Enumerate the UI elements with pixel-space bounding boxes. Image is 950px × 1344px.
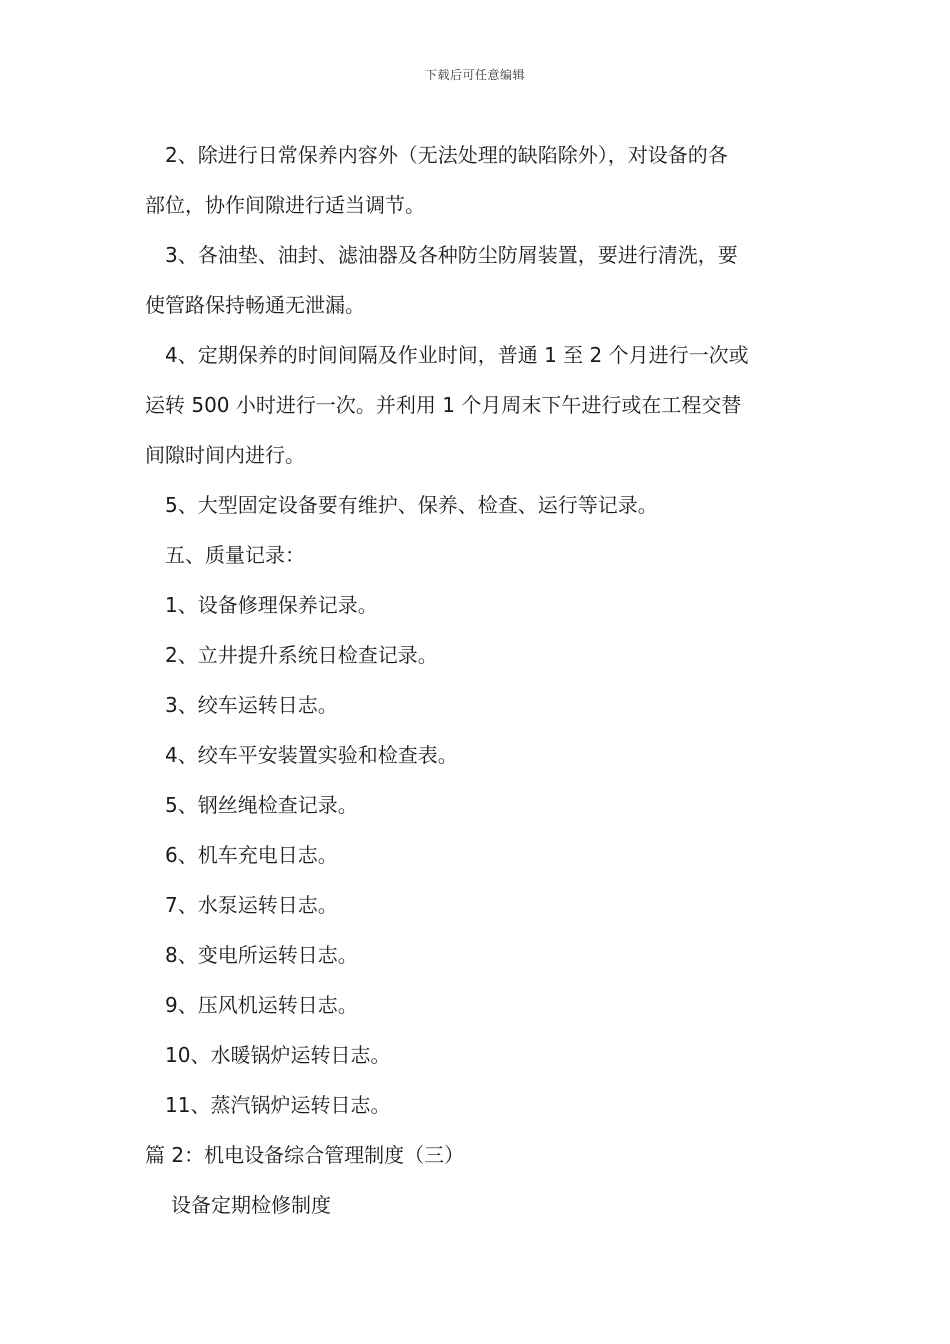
list-item: 11、蒸汽锅炉运转日志。 — [165, 1093, 391, 1117]
paragraph-line: 3、各油垫、油封、滤油器及各种防尘防屑装置，要进行清洗，要 — [165, 243, 738, 267]
list-item: 5、钢丝绳检查记录。 — [165, 793, 358, 817]
list-item: 4、绞车平安装置实验和检查表。 — [165, 743, 458, 767]
list-item: 2、立井提升系统日检查记录。 — [165, 643, 438, 667]
list-item: 10、水暖锅炉运转日志。 — [165, 1043, 391, 1067]
list-item: 1、设备修理保养记录。 — [165, 593, 378, 617]
document-body — [145, 130, 807, 1230]
paragraph-line: 2、除进行日常保养内容外（无法处理的缺陷除外），对设备的各 — [165, 143, 728, 167]
paragraph-line: 5、大型固定设备要有维护、保养、检查、运行等记录。 — [165, 493, 658, 517]
list-item: 6、机车充电日志。 — [165, 843, 338, 867]
paragraph-line: 使管路保持畅通无泄漏。 — [145, 293, 365, 317]
paragraph-line: 4、定期保养的时间间隔及作业时间，普通 1 至 2 个月进行一次或 — [165, 343, 749, 367]
chapter-subtitle: 设备定期检修制度 — [171, 1193, 331, 1217]
section-heading: 五、质量记录： — [165, 543, 305, 567]
list-item: 8、变电所运转日志。 — [165, 943, 358, 967]
list-item: 7、水泵运转日志。 — [165, 893, 338, 917]
page-header: 下载后可任意编辑 — [424, 68, 525, 82]
paragraph-line: 间隙时间内进行。 — [145, 443, 305, 467]
paragraph-line: 部位，协作间隙进行适当调节。 — [145, 193, 425, 217]
paragraph-line: 运转 500 小时进行一次。并利用 1 个月周末下午进行或在工程交替 — [145, 393, 742, 417]
list-item: 3、绞车运转日志。 — [165, 693, 338, 717]
chapter-title: 篇 2：机电设备综合管理制度（三） — [145, 1143, 465, 1167]
list-item: 9、压风机运转日志。 — [165, 993, 358, 1017]
